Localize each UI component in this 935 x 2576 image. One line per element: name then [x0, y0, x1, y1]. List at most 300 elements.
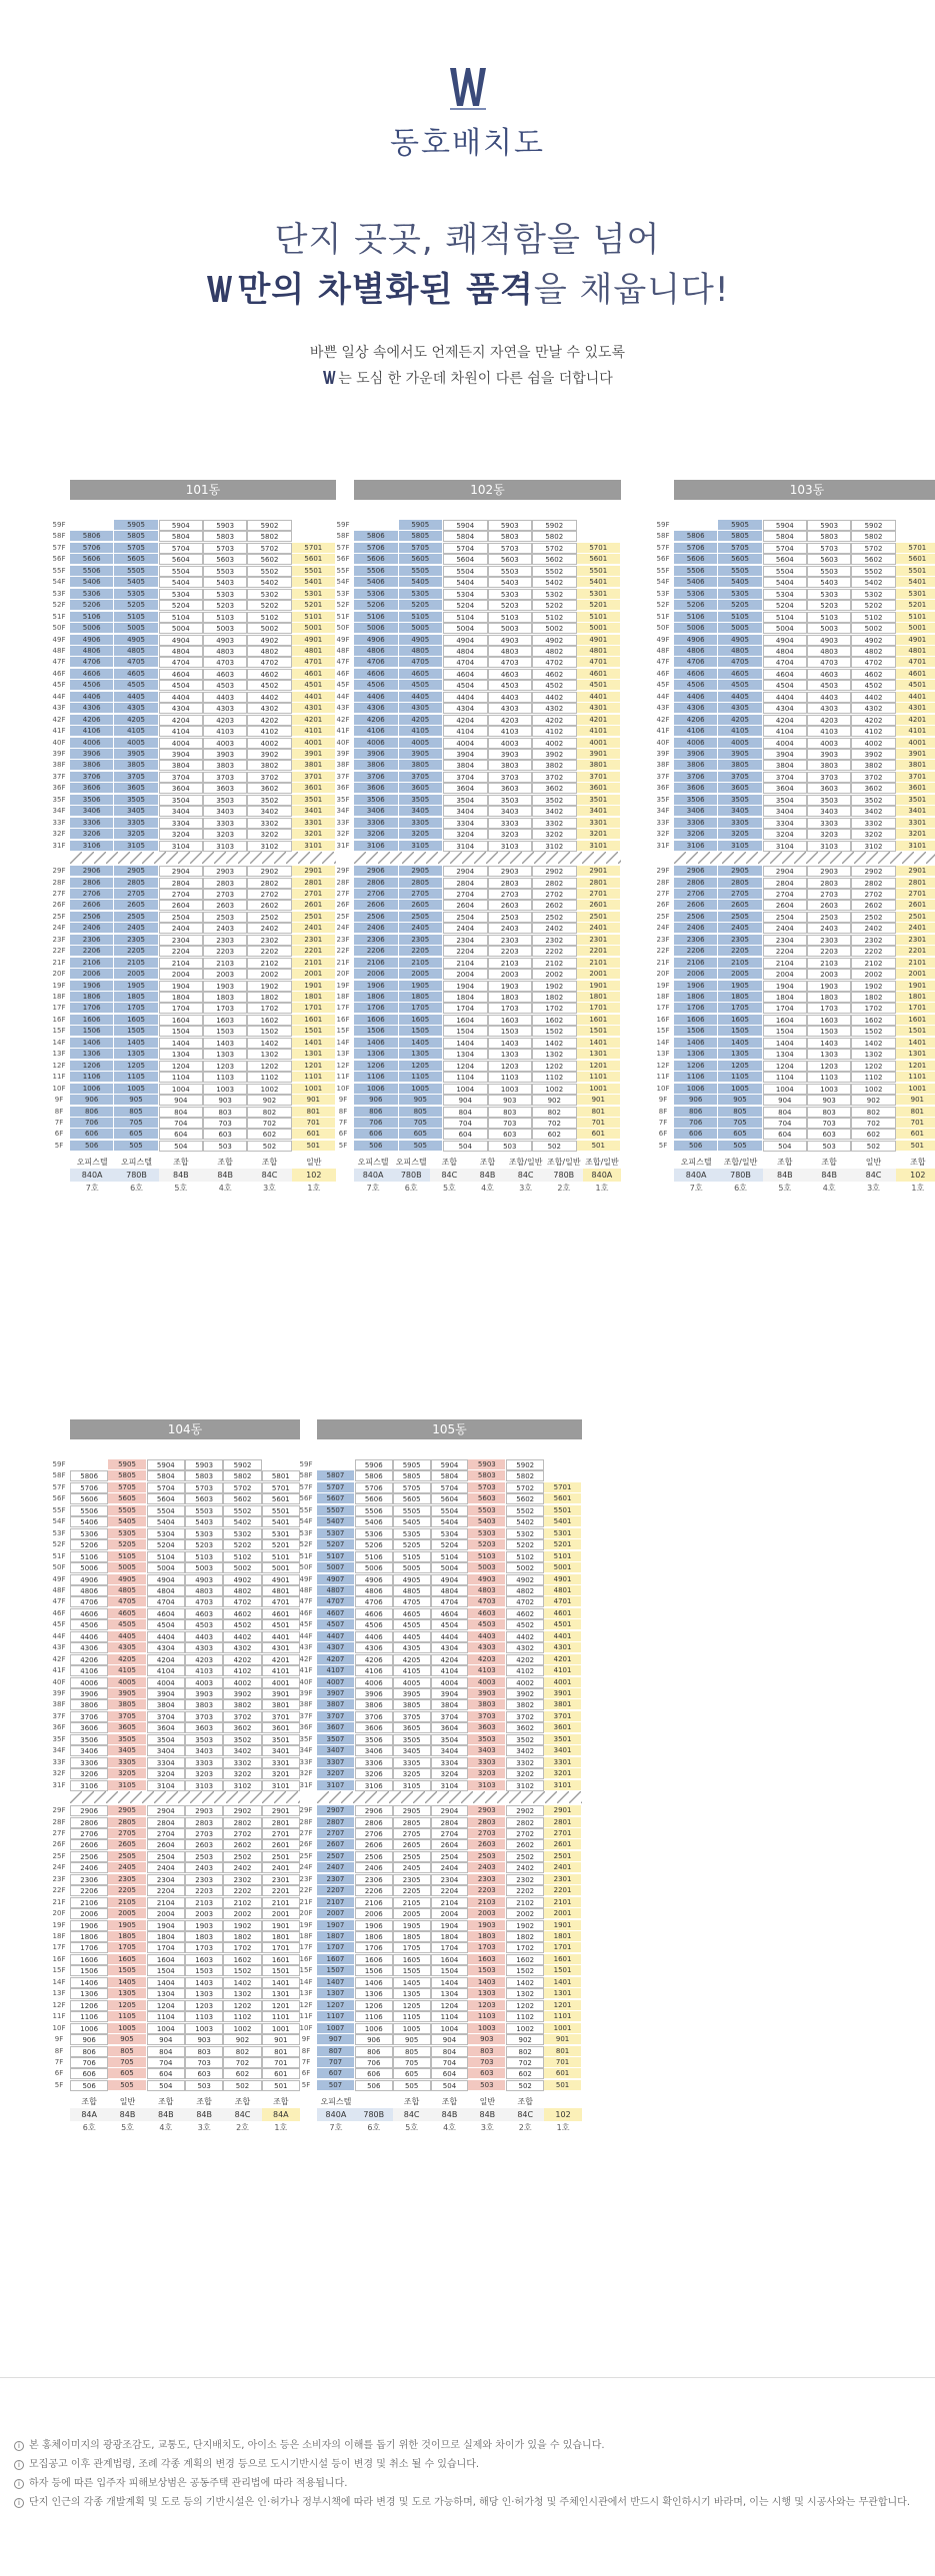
unit-cell[interactable]: 4804 — [431, 1585, 469, 1596]
unit-cell[interactable]: 604 — [431, 2068, 469, 2079]
unit-cell[interactable]: 4603 — [488, 669, 533, 680]
unit-cell[interactable]: 2901 — [292, 866, 336, 877]
unit-cell[interactable]: 1905 — [108, 1920, 146, 1931]
unit-cell[interactable]: 5903 — [185, 1459, 223, 1470]
unit-cell[interactable]: 1301 — [544, 1988, 582, 1999]
unit-cell[interactable]: 905 — [718, 1095, 762, 1106]
unit-cell[interactable]: 5304 — [147, 1528, 185, 1539]
unit-cell[interactable]: 903 — [807, 1095, 851, 1106]
unit-cell[interactable]: 3106 — [355, 1780, 393, 1791]
unit-cell[interactable]: 605 — [114, 1129, 158, 1140]
unit-cell[interactable]: 5101 — [544, 1551, 582, 1562]
unit-cell[interactable]: 806 — [355, 2046, 393, 2057]
unit-cell[interactable]: 1306 — [355, 1988, 393, 1999]
unit-cell[interactable]: 4705 — [108, 1596, 146, 1607]
unit-cell[interactable]: 3206 — [70, 1768, 108, 1779]
unit-cell[interactable]: 5204 — [763, 600, 807, 611]
unit-cell[interactable]: 1701 — [262, 1942, 300, 1953]
unit-cell[interactable]: 5605 — [399, 554, 444, 565]
unit-cell[interactable]: 5302 — [247, 589, 291, 600]
unit-cell[interactable]: 1903 — [488, 981, 533, 992]
unit-cell[interactable]: 3102 — [851, 841, 895, 852]
unit-cell[interactable]: 5102 — [247, 612, 291, 623]
unit-cell[interactable]: 3105 — [393, 1780, 431, 1791]
unit-cell[interactable]: 3904 — [147, 1688, 185, 1699]
unit-cell[interactable]: 4504 — [431, 1619, 469, 1630]
unit-cell[interactable]: 4601 — [262, 1608, 300, 1619]
unit-cell[interactable]: 4503 — [807, 680, 851, 691]
unit-cell[interactable]: 5905 — [108, 1459, 146, 1470]
unit-cell[interactable]: 1601 — [262, 1954, 300, 1965]
unit-cell[interactable]: 1304 — [763, 1049, 807, 1060]
unit-cell[interactable]: 4104 — [763, 726, 807, 737]
unit-cell[interactable]: 2005 — [108, 1908, 146, 1919]
unit-cell[interactable]: 2804 — [147, 1817, 185, 1828]
unit-cell[interactable]: 803 — [807, 1107, 851, 1118]
unit-cell[interactable]: 4902 — [247, 635, 291, 646]
unit-cell[interactable]: 5302 — [532, 589, 577, 600]
unit-cell[interactable]: 1102 — [247, 1072, 291, 1083]
unit-cell[interactable]: 1702 — [506, 1942, 544, 1953]
unit-cell[interactable]: 2701 — [292, 889, 336, 900]
unit-cell[interactable]: 2701 — [262, 1828, 300, 1839]
unit-cell[interactable]: 5203 — [807, 600, 851, 611]
unit-cell[interactable]: 4302 — [506, 1642, 544, 1653]
unit-cell[interactable]: 5902 — [532, 520, 577, 531]
unit-cell[interactable]: 4906 — [355, 1574, 393, 1585]
unit-cell[interactable]: 5502 — [851, 566, 895, 577]
unit-cell[interactable]: 4904 — [763, 635, 807, 646]
unit-cell[interactable]: 5502 — [223, 1505, 261, 1516]
unit-cell[interactable]: 2501 — [544, 1851, 582, 1862]
unit-cell[interactable]: 1002 — [532, 1084, 577, 1095]
unit-cell[interactable]: 1801 — [292, 992, 336, 1003]
unit-cell[interactable]: 2104 — [159, 958, 203, 969]
unit-cell[interactable]: 5303 — [468, 1528, 506, 1539]
unit-cell[interactable]: 2905 — [393, 1805, 431, 1816]
unit-cell[interactable]: 4805 — [718, 646, 762, 657]
unit-cell[interactable]: 802 — [223, 2046, 261, 2057]
unit-cell[interactable]: 1202 — [506, 2000, 544, 2011]
unit-cell[interactable]: 3402 — [223, 1745, 261, 1756]
unit-cell[interactable]: 4806 — [354, 646, 399, 657]
unit-cell[interactable]: 1902 — [223, 1920, 261, 1931]
unit-cell[interactable]: 5104 — [763, 612, 807, 623]
unit-cell[interactable]: 5601 — [544, 1493, 582, 1504]
unit-cell[interactable]: 2601 — [896, 900, 935, 911]
unit-cell[interactable]: 2705 — [718, 889, 762, 900]
unit-cell[interactable]: 2904 — [431, 1805, 469, 1816]
unit-cell[interactable]: 2106 — [355, 1897, 393, 1908]
unit-cell[interactable]: 3506 — [355, 1734, 393, 1745]
unit-cell[interactable]: 1504 — [431, 1965, 469, 1976]
unit-cell[interactable]: 2301 — [262, 1874, 300, 1885]
unit-cell[interactable]: 2902 — [506, 1805, 544, 1816]
unit-cell[interactable]: 1802 — [851, 992, 895, 1003]
unit-cell[interactable]: 3405 — [108, 1745, 146, 1756]
unit-cell[interactable]: 1005 — [718, 1084, 762, 1095]
unit-cell[interactable]: 4902 — [851, 635, 895, 646]
unit-cell[interactable]: 1401 — [577, 1038, 622, 1049]
unit-cell[interactable]: 1004 — [443, 1084, 488, 1095]
unit-cell[interactable]: 606 — [674, 1129, 718, 1140]
unit-cell[interactable]: 1304 — [443, 1049, 488, 1060]
unit-cell[interactable]: 4102 — [247, 726, 291, 737]
unit-cell[interactable]: 2202 — [532, 946, 577, 957]
unit-cell[interactable]: 2306 — [70, 935, 114, 946]
unit-cell[interactable]: 5603 — [468, 1493, 506, 1504]
unit-cell[interactable]: 3601 — [262, 1722, 300, 1733]
unit-cell[interactable]: 3603 — [488, 783, 533, 794]
unit-cell[interactable]: 1404 — [147, 1977, 185, 1988]
unit-cell[interactable]: 3306 — [355, 1757, 393, 1768]
unit-cell[interactable]: 3202 — [506, 1768, 544, 1779]
unit-cell[interactable]: 901 — [262, 2034, 300, 2045]
unit-cell[interactable]: 801 — [292, 1107, 336, 1118]
unit-cell[interactable]: 3206 — [674, 829, 718, 840]
unit-cell[interactable]: 1904 — [147, 1920, 185, 1931]
unit-cell[interactable]: 1005 — [108, 2023, 146, 2034]
unit-cell[interactable]: 5603 — [185, 1493, 223, 1504]
unit-cell[interactable]: 3104 — [443, 841, 488, 852]
unit-cell[interactable]: 1403 — [488, 1038, 533, 1049]
unit-cell[interactable]: 1402 — [247, 1038, 291, 1049]
unit-cell[interactable]: 5804 — [431, 1470, 469, 1481]
unit-cell[interactable]: 3402 — [247, 806, 291, 817]
unit-cell[interactable]: 5402 — [247, 577, 291, 588]
unit-cell[interactable]: 4601 — [544, 1608, 582, 1619]
unit-cell[interactable]: 2001 — [292, 969, 336, 980]
unit-cell[interactable]: 806 — [674, 1107, 718, 1118]
unit-cell[interactable]: 2403 — [185, 1862, 223, 1873]
unit-cell[interactable]: 1803 — [488, 992, 533, 1003]
unit-cell[interactable]: 5401 — [262, 1516, 300, 1527]
unit-cell[interactable]: 2303 — [488, 935, 533, 946]
unit-cell[interactable]: 1106 — [70, 1072, 114, 1083]
unit-cell[interactable]: 5106 — [70, 1551, 108, 1562]
unit-cell[interactable]: 4004 — [159, 738, 203, 749]
unit-cell[interactable]: 1006 — [70, 1084, 114, 1095]
unit-cell[interactable]: 805 — [393, 2046, 431, 2057]
unit-cell[interactable]: 2205 — [718, 946, 762, 957]
unit-cell[interactable]: 3202 — [851, 829, 895, 840]
unit-cell[interactable]: 4502 — [506, 1619, 544, 1630]
unit-cell[interactable]: 5006 — [355, 1562, 393, 1573]
unit-cell[interactable]: 3302 — [851, 818, 895, 829]
unit-cell[interactable]: 5904 — [431, 1459, 469, 1470]
unit-cell[interactable]: 1305 — [108, 1988, 146, 1999]
unit-cell[interactable]: 802 — [247, 1107, 291, 1118]
unit-cell[interactable]: 5604 — [431, 1493, 469, 1504]
unit-cell[interactable]: 4906 — [70, 1574, 108, 1585]
unit-cell[interactable]: 5502 — [532, 566, 577, 577]
unit-cell[interactable]: 5504 — [763, 566, 807, 577]
unit-cell[interactable]: 2002 — [223, 1908, 261, 1919]
unit-cell[interactable]: 2003 — [468, 1908, 506, 1919]
unit-cell[interactable]: 2907 — [317, 1805, 355, 1816]
unit-cell[interactable]: 5504 — [443, 566, 488, 577]
unit-cell[interactable]: 506 — [354, 1141, 399, 1152]
unit-cell[interactable]: 4005 — [718, 738, 762, 749]
unit-cell[interactable]: 2003 — [807, 969, 851, 980]
unit-cell[interactable]: 3806 — [355, 1699, 393, 1710]
unit-cell[interactable]: 3201 — [292, 829, 336, 840]
unit-cell[interactable]: 1801 — [262, 1931, 300, 1942]
unit-cell[interactable]: 2405 — [399, 923, 444, 934]
unit-cell[interactable]: 5405 — [114, 577, 158, 588]
unit-cell[interactable]: 5505 — [114, 566, 158, 577]
unit-cell[interactable]: 1004 — [763, 1084, 807, 1095]
unit-cell[interactable]: 5503 — [807, 566, 851, 577]
unit-cell[interactable]: 3101 — [896, 841, 935, 852]
unit-cell[interactable]: 3906 — [70, 749, 114, 760]
unit-cell[interactable]: 2303 — [203, 935, 247, 946]
unit-cell[interactable]: 5804 — [159, 531, 203, 542]
unit-cell[interactable]: 3401 — [577, 806, 622, 817]
unit-cell[interactable]: 1106 — [355, 2011, 393, 2022]
unit-cell[interactable]: 4702 — [223, 1596, 261, 1607]
unit-cell[interactable]: 1701 — [544, 1942, 582, 1953]
unit-cell[interactable]: 2102 — [506, 1897, 544, 1908]
unit-cell[interactable]: 704 — [147, 2057, 185, 2068]
unit-cell[interactable]: 3307 — [317, 1757, 355, 1768]
unit-cell[interactable]: 1701 — [896, 1003, 935, 1014]
unit-cell[interactable]: 704 — [443, 1118, 488, 1129]
unit-cell[interactable]: 5404 — [431, 1516, 469, 1527]
unit-cell[interactable]: 4004 — [763, 738, 807, 749]
unit-cell[interactable]: 4705 — [399, 657, 444, 668]
unit-cell[interactable]: 605 — [399, 1129, 444, 1140]
unit-cell[interactable]: 902 — [223, 2034, 261, 2045]
unit-cell[interactable]: 4703 — [203, 657, 247, 668]
unit-cell[interactable]: 706 — [70, 2057, 108, 2068]
unit-cell[interactable]: 903 — [488, 1095, 533, 1106]
unit-cell[interactable]: 2203 — [203, 946, 247, 957]
unit-cell[interactable]: 4205 — [399, 715, 444, 726]
unit-cell[interactable]: 4602 — [223, 1608, 261, 1619]
unit-cell[interactable]: 1501 — [896, 1026, 935, 1037]
unit-cell[interactable]: 1801 — [896, 992, 935, 1003]
unit-cell[interactable]: 2605 — [108, 1839, 146, 1850]
unit-cell[interactable]: 4704 — [159, 657, 203, 668]
unit-cell[interactable]: 3906 — [355, 1688, 393, 1699]
unit-cell[interactable]: 1406 — [674, 1038, 718, 1049]
unit-cell[interactable]: 2001 — [577, 969, 622, 980]
unit-cell[interactable]: 5205 — [393, 1539, 431, 1550]
unit-cell[interactable]: 2806 — [354, 878, 399, 889]
unit-cell[interactable]: 3502 — [532, 795, 577, 806]
unit-cell[interactable]: 4406 — [70, 1631, 108, 1642]
unit-cell[interactable]: 3606 — [674, 783, 718, 794]
unit-cell[interactable]: 3105 — [399, 841, 444, 852]
unit-cell[interactable]: 2101 — [292, 958, 336, 969]
unit-cell[interactable]: 3705 — [114, 772, 158, 783]
unit-cell[interactable]: 5605 — [718, 554, 762, 565]
unit-cell[interactable]: 3203 — [203, 829, 247, 840]
unit-cell[interactable]: 4906 — [674, 635, 718, 646]
unit-cell[interactable]: 2503 — [488, 912, 533, 923]
unit-cell[interactable]: 4701 — [544, 1596, 582, 1607]
unit-cell[interactable]: 4804 — [147, 1585, 185, 1596]
unit-cell[interactable]: 1103 — [468, 2011, 506, 2022]
unit-cell[interactable]: 3903 — [203, 749, 247, 760]
unit-cell[interactable]: 3901 — [896, 749, 935, 760]
unit-cell[interactable]: 5806 — [674, 531, 718, 542]
unit-cell[interactable]: 5003 — [488, 623, 533, 634]
unit-cell[interactable]: 3802 — [223, 1699, 261, 1710]
unit-cell[interactable]: 606 — [354, 1129, 399, 1140]
unit-cell[interactable]: 4704 — [763, 657, 807, 668]
unit-cell[interactable]: 1105 — [393, 2011, 431, 2022]
unit-cell[interactable]: 3302 — [223, 1757, 261, 1768]
unit-cell[interactable]: 4001 — [292, 738, 336, 749]
unit-cell[interactable]: 5106 — [70, 612, 114, 623]
unit-cell[interactable]: 4006 — [354, 738, 399, 749]
unit-cell[interactable]: 3604 — [443, 783, 488, 794]
unit-cell[interactable]: 4306 — [355, 1642, 393, 1653]
unit-cell[interactable]: 5403 — [468, 1516, 506, 1527]
unit-cell[interactable]: 5703 — [488, 543, 533, 554]
unit-cell[interactable]: 901 — [544, 2034, 582, 2045]
unit-cell[interactable]: 3304 — [431, 1757, 469, 1768]
unit-cell[interactable]: 5602 — [223, 1493, 261, 1504]
unit-cell[interactable]: 2303 — [468, 1874, 506, 1885]
unit-cell[interactable]: 4206 — [354, 715, 399, 726]
unit-cell[interactable]: 1505 — [114, 1026, 158, 1037]
unit-cell[interactable]: 4401 — [896, 692, 935, 703]
unit-cell[interactable]: 901 — [292, 1095, 336, 1106]
unit-cell[interactable]: 2201 — [544, 1885, 582, 1896]
unit-cell[interactable]: 602 — [247, 1129, 291, 1140]
unit-cell[interactable]: 4406 — [355, 1631, 393, 1642]
unit-cell[interactable]: 5003 — [807, 623, 851, 634]
unit-cell[interactable]: 1702 — [532, 1003, 577, 1014]
unit-cell[interactable]: 3403 — [203, 806, 247, 817]
unit-cell[interactable]: 3705 — [393, 1711, 431, 1722]
unit-cell[interactable]: 1206 — [355, 2000, 393, 2011]
unit-cell[interactable]: 5501 — [896, 566, 935, 577]
unit-cell[interactable]: 5106 — [674, 612, 718, 623]
unit-cell[interactable]: 1702 — [851, 1003, 895, 1014]
unit-cell[interactable]: 2702 — [247, 889, 291, 900]
unit-cell[interactable]: 4005 — [108, 1677, 146, 1688]
unit-cell[interactable]: 606 — [70, 2068, 108, 2079]
unit-cell[interactable]: 5704 — [431, 1482, 469, 1493]
unit-cell[interactable]: 1202 — [851, 1061, 895, 1072]
unit-cell[interactable]: 1703 — [185, 1942, 223, 1953]
unit-cell[interactable]: 1605 — [114, 1015, 158, 1026]
unit-cell[interactable]: 804 — [431, 2046, 469, 2057]
unit-cell[interactable]: 1803 — [807, 992, 851, 1003]
unit-cell[interactable]: 5506 — [70, 1505, 108, 1516]
unit-cell[interactable]: 2506 — [70, 912, 114, 923]
unit-cell[interactable]: 5702 — [851, 543, 895, 554]
unit-cell[interactable]: 5507 — [317, 1505, 355, 1516]
unit-cell[interactable]: 5606 — [70, 1493, 108, 1504]
unit-cell[interactable]: 5103 — [807, 612, 851, 623]
unit-cell[interactable]: 1604 — [443, 1015, 488, 1026]
unit-cell[interactable]: 1906 — [70, 1920, 108, 1931]
unit-cell[interactable]: 1006 — [355, 2023, 393, 2034]
unit-cell[interactable]: 2007 — [317, 1908, 355, 1919]
unit-cell[interactable]: 1803 — [468, 1931, 506, 1942]
unit-cell[interactable]: 2801 — [262, 1817, 300, 1828]
unit-cell[interactable]: 4402 — [247, 692, 291, 703]
unit-cell[interactable]: 5905 — [718, 520, 762, 531]
unit-cell[interactable]: 2406 — [674, 923, 718, 934]
unit-cell[interactable]: 601 — [577, 1129, 622, 1140]
unit-cell[interactable]: 1001 — [896, 1084, 935, 1095]
unit-cell[interactable]: 701 — [262, 2057, 300, 2068]
unit-cell[interactable]: 2303 — [807, 935, 851, 946]
unit-cell[interactable]: 5202 — [506, 1539, 544, 1550]
unit-cell[interactable]: 3804 — [443, 760, 488, 771]
unit-cell[interactable]: 506 — [674, 1141, 718, 1152]
unit-cell[interactable]: 2507 — [317, 1851, 355, 1862]
unit-cell[interactable]: 3901 — [544, 1688, 582, 1699]
unit-cell[interactable]: 3103 — [185, 1780, 223, 1791]
unit-cell[interactable]: 5203 — [203, 600, 247, 611]
unit-cell[interactable]: 4806 — [70, 1585, 108, 1596]
unit-cell[interactable]: 4903 — [185, 1574, 223, 1585]
unit-cell[interactable]: 3204 — [431, 1768, 469, 1779]
unit-cell[interactable]: 1102 — [223, 2011, 261, 2022]
unit-cell[interactable]: 1405 — [108, 1977, 146, 1988]
unit-cell[interactable]: 3205 — [108, 1768, 146, 1779]
unit-cell[interactable]: 3201 — [896, 829, 935, 840]
unit-cell[interactable]: 806 — [70, 1107, 114, 1118]
unit-cell[interactable]: 2406 — [355, 1862, 393, 1873]
unit-cell[interactable]: 3604 — [431, 1722, 469, 1733]
unit-cell[interactable]: 4002 — [247, 738, 291, 749]
unit-cell[interactable]: 5501 — [577, 566, 622, 577]
unit-cell[interactable]: 1406 — [355, 1977, 393, 1988]
unit-cell[interactable]: 1603 — [203, 1015, 247, 1026]
unit-cell[interactable]: 5805 — [393, 1470, 431, 1481]
unit-cell[interactable]: 2002 — [247, 969, 291, 980]
unit-cell[interactable]: 503 — [185, 2080, 223, 2091]
unit-cell[interactable]: 1106 — [70, 2011, 108, 2022]
unit-cell[interactable]: 1204 — [763, 1061, 807, 1072]
unit-cell[interactable]: 3903 — [468, 1688, 506, 1699]
unit-cell[interactable]: 3104 — [431, 1780, 469, 1791]
unit-cell[interactable]: 1207 — [317, 2000, 355, 2011]
unit-cell[interactable]: 1101 — [292, 1072, 336, 1083]
unit-cell[interactable]: 2001 — [544, 1908, 582, 1919]
unit-cell[interactable]: 5306 — [674, 589, 718, 600]
unit-cell[interactable]: 4803 — [488, 646, 533, 657]
unit-cell[interactable]: 4703 — [185, 1596, 223, 1607]
unit-cell[interactable]: 3306 — [674, 818, 718, 829]
unit-cell[interactable]: 2704 — [147, 1828, 185, 1839]
unit-cell[interactable]: 705 — [718, 1118, 762, 1129]
unit-cell[interactable]: 1605 — [399, 1015, 444, 1026]
unit-cell[interactable]: 805 — [399, 1107, 444, 1118]
unit-cell[interactable]: 4804 — [763, 646, 807, 657]
unit-cell[interactable]: 2006 — [674, 969, 718, 980]
unit-cell[interactable]: 2005 — [114, 969, 158, 980]
unit-cell[interactable]: 705 — [393, 2057, 431, 2068]
unit-cell[interactable]: 4503 — [203, 680, 247, 691]
unit-cell[interactable]: 1401 — [262, 1977, 300, 1988]
unit-cell[interactable]: 704 — [159, 1118, 203, 1129]
unit-cell[interactable]: 5102 — [851, 612, 895, 623]
unit-cell[interactable]: 1906 — [70, 981, 114, 992]
unit-cell[interactable]: 4305 — [114, 703, 158, 714]
unit-cell[interactable]: 3406 — [355, 1745, 393, 1756]
unit-cell[interactable]: 2606 — [70, 900, 114, 911]
unit-cell[interactable]: 2405 — [114, 923, 158, 934]
